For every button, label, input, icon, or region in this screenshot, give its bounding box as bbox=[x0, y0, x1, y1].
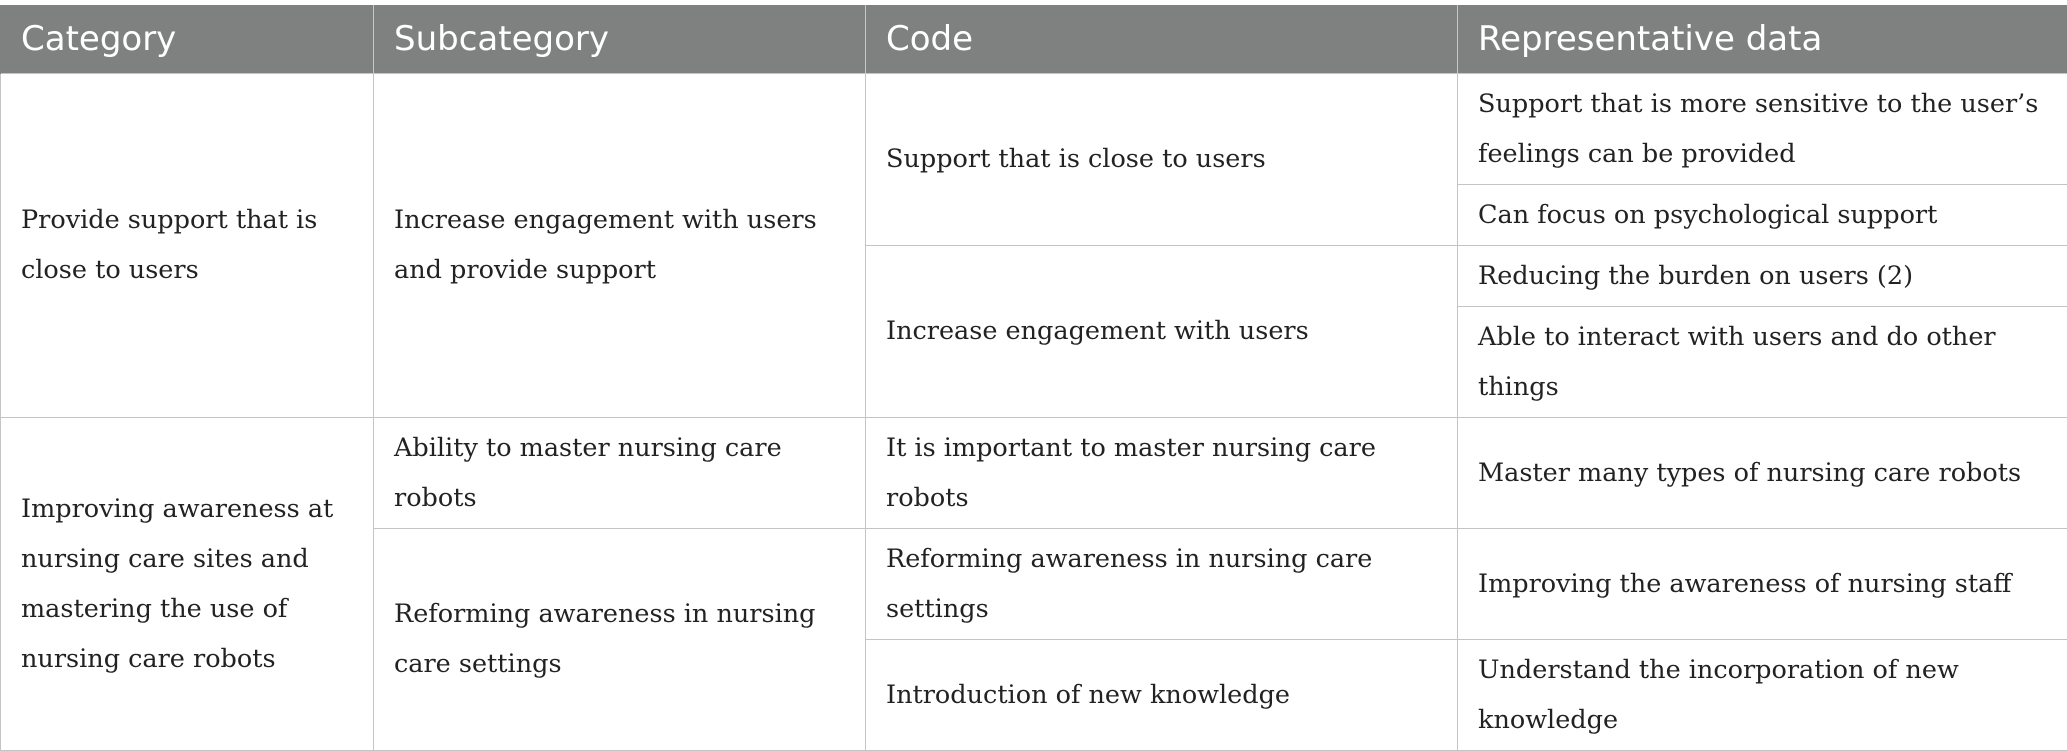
header-row bbox=[1, 5, 2067, 73]
code-cell: Increase engagement with users bbox=[866, 245, 1458, 417]
table-row bbox=[1, 73, 2067, 184]
code-cell: Support that is close to users bbox=[866, 73, 1458, 245]
category-cell: Provide support that is close to users bbox=[1, 73, 374, 417]
header-subcategory: Subcategory bbox=[374, 5, 866, 73]
representative-data-cell: Reducing the burden on users (2) bbox=[1458, 245, 2067, 306]
table-header bbox=[1, 5, 2067, 73]
header-category: Category bbox=[1, 5, 374, 73]
results-table-container bbox=[0, 5, 2067, 751]
subcategory-cell: Ability to master nursing care robots bbox=[374, 417, 866, 528]
code-cell: It is important to master nursing care robots bbox=[866, 417, 1458, 528]
code-cell: Introduction of new knowledge bbox=[866, 639, 1458, 750]
code-cell: Reforming awareness in nursing care settings bbox=[866, 528, 1458, 639]
header-representative-data: Representative data bbox=[1458, 5, 2067, 73]
representative-data-cell: Able to interact with users and do other things bbox=[1458, 306, 2067, 417]
table-body bbox=[1, 73, 2067, 750]
table-row bbox=[1, 417, 2067, 528]
subcategory-cell: Increase engagement with users and provide support bbox=[374, 73, 866, 417]
category-cell: Improving awareness at nursing care sites and mastering the use of nursing care robots bbox=[1, 417, 374, 750]
header-code: Code bbox=[866, 5, 1458, 73]
representative-data-cell: Master many types of nursing care robots bbox=[1458, 417, 2067, 528]
representative-data-cell: Improving the awareness of nursing staff bbox=[1458, 528, 2067, 639]
category-table bbox=[0, 5, 2067, 751]
subcategory-cell: Reforming awareness in nursing care settings bbox=[374, 528, 866, 750]
representative-data-cell: Understand the incorporation of new knowledge bbox=[1458, 639, 2067, 750]
representative-data-cell: Can focus on psychological support bbox=[1458, 184, 2067, 245]
representative-data-cell: Support that is more sensitive to the user’s feelings can be provided bbox=[1458, 73, 2067, 184]
